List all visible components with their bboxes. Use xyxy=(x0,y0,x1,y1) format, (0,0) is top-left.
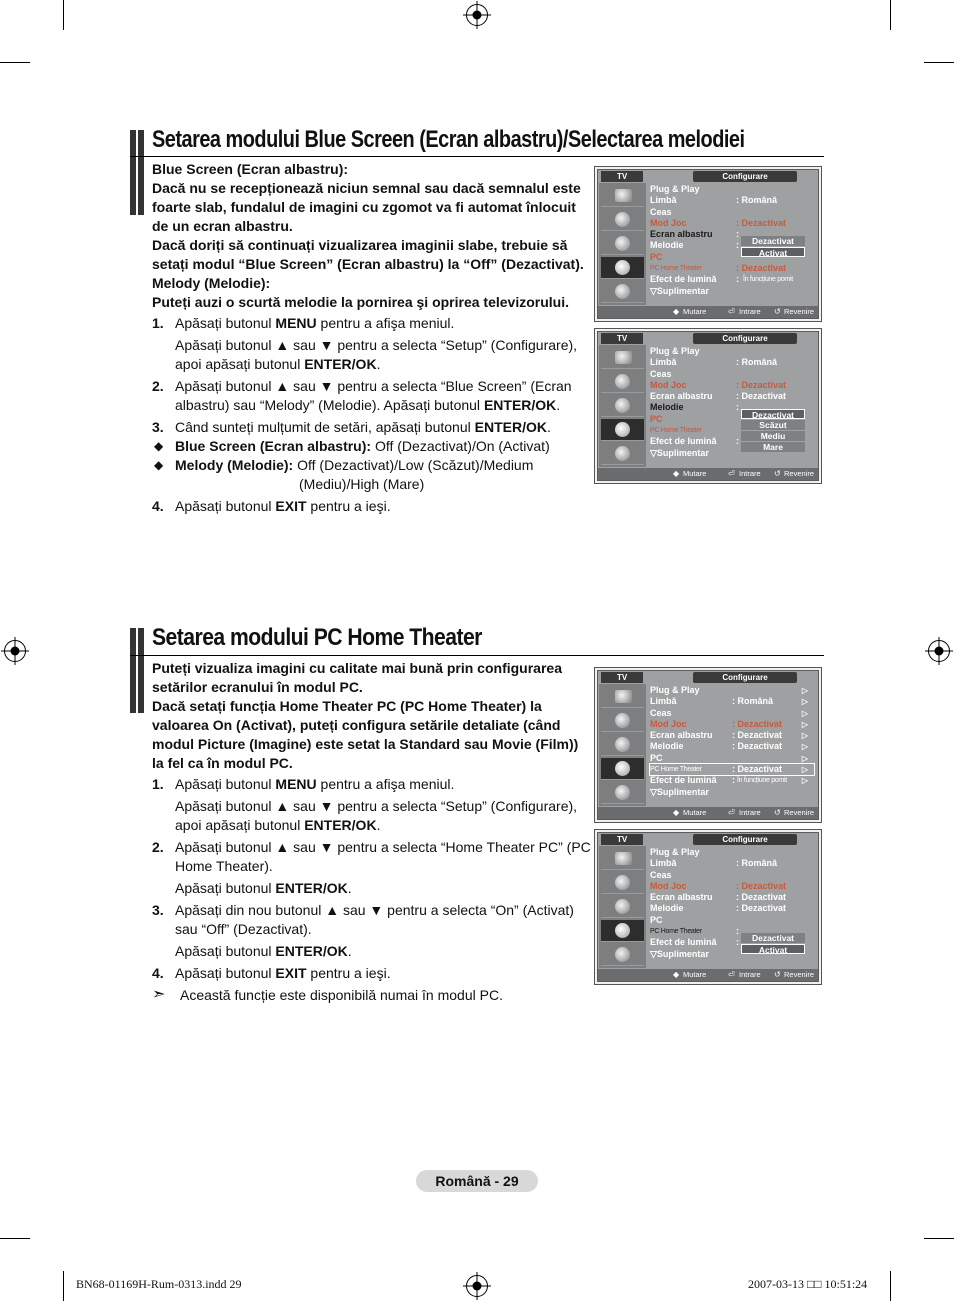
step-text: Apăsați butonul ▲ sau ▼ pentru a selecta “Setup” (Configurare), apoi apăsați butonul ENTER/OK. xyxy=(175,337,578,372)
osd-item-pc: PC xyxy=(650,251,663,262)
osd-item-pc-home-theater: PC Home Theater : Dezactivat ▷ xyxy=(650,764,814,775)
return-icon: ↺ xyxy=(774,970,781,979)
osd-option-low: Scăzut xyxy=(741,420,805,430)
step-number: 3. xyxy=(152,419,164,435)
setup-gear-icon xyxy=(601,257,644,279)
step-text: Apăsați butonul EXIT pentru a ieşi. xyxy=(175,498,391,514)
osd-item-blue-screen: Ecran albastru : Dezactivat xyxy=(650,892,787,903)
osd-item-melody: Melodie : Dezactivat ▷ xyxy=(650,741,808,752)
chevron-right-icon: ▷ xyxy=(801,697,808,707)
step-text: Apăsați butonul EXIT pentru a ieşi. xyxy=(175,965,391,981)
osd-item-blue-screen: Ecran albastru : xyxy=(650,229,739,240)
heading-rule xyxy=(130,156,824,157)
osd-item-pc-home-theater: PC Home Theater xyxy=(650,427,702,435)
bullet-melody: ◆ Melody (Melodie): Off (Dezactivat)/Low (Scăzut)/Medium xyxy=(154,457,534,473)
osd-sidebar xyxy=(599,846,646,968)
osd-menu-list xyxy=(650,847,814,960)
move-icon: ◆ xyxy=(673,307,680,316)
picture-icon xyxy=(601,848,644,870)
chevron-right-icon: ▷ xyxy=(801,719,808,729)
section-1-title: Setarea modului Blue Screen (Ecran albastru)/Selectarea melodiei xyxy=(152,126,745,153)
osd-screen-pc-home-theater-options xyxy=(594,829,822,985)
osd-item-pc-home-theater: PC Home Theater : Dezactivat xyxy=(650,263,787,274)
osd-item-light-effect: Efect de lumină : xyxy=(650,937,739,948)
bullet-melody-continued: (Mediu)/High (Mare) xyxy=(299,476,425,492)
intro-line: Dacă setați funcția Home Theater PC (PC Home Theater) la valoarea On (Activat), puteți configura setările detaliate (când modul Picture (Imagine) este setat la Standard sau Movie (Film)) la fel ca în modul PC. xyxy=(152,698,579,771)
osd-screen-blue-screen xyxy=(594,166,822,322)
osd-item-light-effect: Efect de lumină : xyxy=(650,436,739,447)
step-number: 1. xyxy=(152,315,164,331)
osd-footer: ◆ Mutare ⏎ Intrare ↺ Revenire xyxy=(598,468,818,480)
channel-icon xyxy=(601,896,644,918)
osd-item-pc: PC ▷ xyxy=(650,752,808,763)
osd-footer: ◆ Mutare ⏎ Intrare ↺ Revenire xyxy=(598,807,818,819)
osd-item-light-effect: Efect de lumină : În funcțiune pornit xyxy=(650,274,793,285)
registration-mark-icon xyxy=(466,1275,488,1297)
section-1-body xyxy=(152,160,592,519)
section-2-intro xyxy=(152,659,592,773)
return-icon: ↺ xyxy=(774,808,781,817)
osd-item-plug-play: Plug & Play xyxy=(650,847,700,857)
osd-sidebar xyxy=(599,183,646,305)
osd-item-plug-play: Plug & Play xyxy=(650,184,700,194)
section-2-body xyxy=(152,659,592,1005)
enter-icon: ⏎ xyxy=(728,970,735,979)
page-number-badge: Română - 29 xyxy=(416,1170,538,1192)
step-number: 2. xyxy=(152,839,164,855)
step-number: 4. xyxy=(152,965,164,981)
crop-mark xyxy=(0,62,30,63)
osd-option-high: Mare xyxy=(741,442,805,452)
osd-sidebar xyxy=(599,684,646,806)
osd-screen-pc-home-theater-list xyxy=(594,667,822,823)
sound-icon xyxy=(601,872,644,894)
sound-icon xyxy=(601,209,644,231)
crop-mark xyxy=(924,62,954,63)
osd-option-off: Dezactivat xyxy=(741,409,805,419)
osd-tv-tab: TV xyxy=(601,672,643,683)
osd-sidebar xyxy=(599,345,646,467)
step-4 xyxy=(152,964,592,983)
crop-mark xyxy=(63,1271,64,1301)
osd-item-language: Limbă : Română xyxy=(650,195,778,206)
intro-line: Dacă doriți să continuați vizualizarea imaginii slabe, trebuie să setați modul “Blue Screen” (Ecran albastru) la “Off” (Dezactivat). xyxy=(152,237,584,272)
step-text: Când sunteți mulțumit de setări, apăsați butonul ENTER/OK. xyxy=(175,419,551,435)
registration-mark-icon xyxy=(466,4,488,26)
step-4 xyxy=(152,497,592,516)
step-text: Apăsați butonul ▲ sau ▼ pentru a selecta “Blue Screen” (Ecran albastru) sau “Melody” (Melodie). Apăsați butonul ENTER/OK. xyxy=(175,378,572,413)
osd-item-game-mode: Mod Joc : Dezactivat ▷ xyxy=(650,718,808,729)
step-number: 4. xyxy=(152,498,164,514)
move-icon: ◆ xyxy=(673,469,680,478)
print-slug-date: 2007-03-13 □□ 10:51:24 xyxy=(748,1277,868,1291)
osd-menu-title: Configurare xyxy=(693,834,797,845)
osd-item-pc: PC xyxy=(650,413,663,424)
note xyxy=(152,986,592,1005)
step-text: Apăsați butonul MENU pentru a afişa meniul. xyxy=(175,315,455,331)
osd-item-more: ▽Suplimentar xyxy=(650,285,709,296)
osd-item-more: ▽Suplimentar xyxy=(650,786,709,797)
sound-icon xyxy=(601,371,644,393)
print-slug-file: BN68-01169H-Rum-0313.indd 29 xyxy=(76,1277,242,1291)
osd-item-pc-home-theater: PC Home Theater : xyxy=(650,926,739,937)
osd-item-plug-play: Plug & Play xyxy=(650,346,700,356)
osd-option-medium: Mediu xyxy=(741,431,805,441)
osd-item-clock: Ceas xyxy=(650,368,672,379)
step-text: Apăsați din nou butonul ▲ sau ▼ pentru a selecta “On” (Activat) sau “Off” (Dezactivat). xyxy=(175,902,574,937)
osd-item-light-effect: Efect de lumină : În funcțiune pornit ▷ xyxy=(650,775,808,786)
chevron-right-icon: ▷ xyxy=(801,742,808,752)
chevron-right-icon: ▷ xyxy=(801,765,808,775)
move-icon: ◆ xyxy=(673,808,680,817)
step-3 xyxy=(152,901,592,961)
heading-rule xyxy=(130,655,824,656)
chevron-right-icon: ▷ xyxy=(801,686,808,695)
osd-item-clock: Ceas ▷ xyxy=(650,707,808,718)
osd-option-off: Dezactivat xyxy=(741,236,805,246)
step-3 xyxy=(152,418,592,437)
registration-mark-icon xyxy=(4,640,26,662)
osd-item-more: ▽Suplimentar xyxy=(650,948,709,959)
osd-option-off: Dezactivat xyxy=(741,933,805,943)
input-icon xyxy=(601,782,644,804)
intro-line: Puteți auzi o scurtă melodie la pornirea şi oprirea televizorului. xyxy=(152,294,569,310)
osd-item-more: ▽Suplimentar xyxy=(650,447,709,458)
osd-menu-title: Configurare xyxy=(693,672,797,683)
osd-menu-title: Configurare xyxy=(693,171,797,182)
osd-menu-list xyxy=(650,346,814,459)
osd-item-blue-screen: Ecran albastru : Dezactivat ▷ xyxy=(650,730,808,741)
osd-item-melody: Melodie : xyxy=(650,402,739,413)
step-text: Apăsați butonul ENTER/OK. xyxy=(175,943,352,959)
step-1 xyxy=(152,314,592,374)
input-icon xyxy=(601,944,644,966)
input-icon xyxy=(601,443,644,465)
step-1 xyxy=(152,775,592,835)
return-icon: ↺ xyxy=(774,307,781,316)
chevron-right-icon: ▷ xyxy=(801,731,808,741)
enter-icon: ⏎ xyxy=(728,469,735,478)
osd-option-on: Activat xyxy=(741,944,805,954)
osd-item-game-mode: Mod Joc : Dezactivat xyxy=(650,880,787,891)
picture-icon xyxy=(601,347,644,369)
intro-line: Puteți vizualiza imagini cu calitate mai bună prin configurarea setărilor ecranului în modul PC. xyxy=(152,660,562,695)
channel-icon xyxy=(601,734,644,756)
osd-item-game-mode: Mod Joc : Dezactivat xyxy=(650,217,787,228)
step-2 xyxy=(152,377,592,415)
osd-item-clock: Ceas xyxy=(650,206,672,217)
setup-gear-icon xyxy=(601,758,644,780)
note-arrow-icon: ➣ xyxy=(152,986,166,1003)
enter-icon: ⏎ xyxy=(728,808,735,817)
note-text: Această funcție este disponibilă numai în modul PC. xyxy=(180,987,503,1003)
crop-mark xyxy=(924,1238,954,1239)
step-text: Apăsați butonul ▲ sau ▼ pentru a selecta “Setup” (Configurare), apoi apăsați butonul ENTER/OK. xyxy=(175,798,578,833)
chevron-right-icon: ▷ xyxy=(801,753,808,763)
osd-footer: ◆ Mutare ⏎ Intrare ↺ Revenire xyxy=(598,969,818,981)
section-1-intro xyxy=(152,160,592,312)
picture-icon xyxy=(601,185,644,207)
osd-item-plug-play: Plug & Play ▷ xyxy=(650,685,808,695)
step-text: Apăsați butonul ▲ sau ▼ pentru a selecta “Home Theater PC” (PC Home Theater). xyxy=(175,839,591,874)
return-icon: ↺ xyxy=(774,469,781,478)
osd-item-blue-screen: Ecran albastru : Dezactivat xyxy=(650,391,787,402)
osd-tv-tab: TV xyxy=(601,171,643,182)
chevron-right-icon: ▷ xyxy=(801,776,808,786)
osd-tv-tab: TV xyxy=(601,333,643,344)
osd-item-melody: Melodie : Dezactivat xyxy=(650,903,787,914)
osd-menu-list xyxy=(650,685,814,798)
setup-gear-icon xyxy=(601,419,644,441)
section-marker-bar xyxy=(130,130,144,215)
crop-mark xyxy=(63,0,64,30)
registration-mark-icon xyxy=(928,640,950,662)
move-icon: ◆ xyxy=(673,970,680,979)
intro-line: Dacă nu se recepționează niciun semnal sau dacă semnalul este foarte slab, fundalul de imagini cu zgomot va fi automat înlocuit de un ecran albastru. xyxy=(152,180,581,234)
step-text: Apăsați butonul MENU pentru a afişa meniul. xyxy=(175,776,455,792)
osd-item-language: Limbă : Română xyxy=(650,858,778,869)
step-number: 2. xyxy=(152,378,164,394)
osd-item-language: Limbă : Română ▷ xyxy=(650,696,808,707)
osd-menu-title: Configurare xyxy=(693,333,797,344)
step-2 xyxy=(152,838,592,898)
setup-gear-icon xyxy=(601,920,644,942)
chevron-right-icon: ▷ xyxy=(801,708,808,718)
section-2-title: Setarea modului PC Home Theater xyxy=(152,624,482,651)
crop-mark xyxy=(890,1271,891,1301)
input-icon xyxy=(601,281,644,303)
step-number: 3. xyxy=(152,902,164,918)
osd-menu-list xyxy=(650,184,814,297)
osd-item-game-mode: Mod Joc : Dezactivat xyxy=(650,379,787,390)
diamond-bullet-icon: ◆ xyxy=(154,458,164,472)
bullet-blue-screen: ◆ Blue Screen (Ecran albastru): Off (Dezactivat)/On (Activat) xyxy=(154,438,550,454)
osd-item-pc: PC xyxy=(650,914,663,925)
crop-mark xyxy=(0,1238,30,1239)
sound-icon xyxy=(601,710,644,732)
osd-footer: ◆ Mutare ⏎ Intrare ↺ Revenire xyxy=(598,306,818,318)
intro-line: Melody (Melodie): xyxy=(152,275,271,291)
osd-item-clock: Ceas xyxy=(650,869,672,880)
picture-icon xyxy=(601,686,644,708)
channel-icon xyxy=(601,233,644,255)
osd-screen-melody xyxy=(594,328,822,484)
step-text: Apăsați butonul ENTER/OK. xyxy=(175,880,352,896)
crop-mark xyxy=(890,0,891,30)
osd-tv-tab: TV xyxy=(601,834,643,845)
section-marker-bar xyxy=(130,628,144,713)
osd-item-melody: Melodie : xyxy=(650,240,739,251)
osd-option-on: Activat xyxy=(741,247,805,257)
channel-icon xyxy=(601,395,644,417)
enter-icon: ⏎ xyxy=(728,307,735,316)
step-number: 1. xyxy=(152,776,164,792)
diamond-bullet-icon: ◆ xyxy=(154,439,164,453)
osd-item-language: Limbă : Română xyxy=(650,357,778,368)
intro-line: Blue Screen (Ecran albastru): xyxy=(152,161,349,177)
